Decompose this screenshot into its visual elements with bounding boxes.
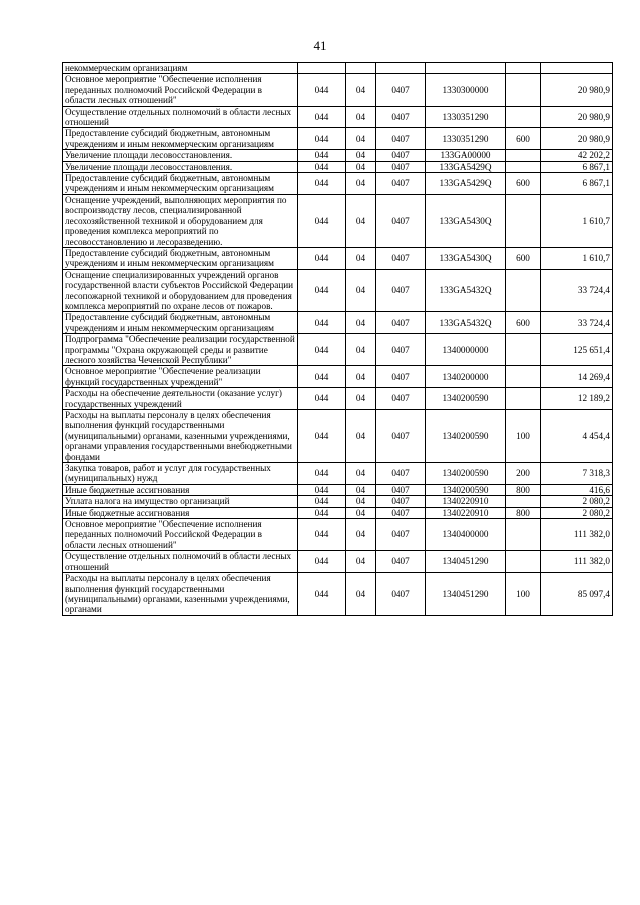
row-name-cell: Увеличение площади лесовосстановления. — [63, 150, 298, 161]
row-amount-cell: 111 382,0 — [541, 551, 613, 573]
row-admin-code-cell: 044 — [298, 173, 346, 195]
row-section-cell: 04 — [346, 194, 376, 247]
row-name-cell: Иные бюджетные ассигнования — [63, 484, 298, 495]
row-name-cell: Расходы на выплаты персоналу в целях обеспечения выполнения функций государственными (муниципальными) органами, казенными учреждениями, органами управления государственными внебюджетными фондами — [63, 410, 298, 463]
row-section-cell: 04 — [346, 484, 376, 495]
row-subsection-cell: 0407 — [376, 410, 426, 463]
table-row — [63, 161, 613, 172]
row-admin-code-cell: 044 — [298, 410, 346, 463]
row-amount-cell: 7 318,3 — [541, 463, 613, 485]
row-subsection-cell: 0407 — [376, 334, 426, 366]
row-admin-code-cell: 044 — [298, 269, 346, 312]
row-section-cell: 04 — [346, 388, 376, 410]
table-row — [63, 519, 613, 551]
row-subsection-cell: 0407 — [376, 551, 426, 573]
row-expense-type-cell — [506, 74, 541, 106]
row-expense-type-cell — [506, 161, 541, 172]
row-subsection-cell: 0407 — [376, 194, 426, 247]
row-amount-cell: 33 724,4 — [541, 312, 613, 334]
row-subsection-cell: 0407 — [376, 173, 426, 195]
row-subsection-cell: 0407 — [376, 161, 426, 172]
row-subsection-cell: 0407 — [376, 150, 426, 161]
row-amount-cell: 1 610,7 — [541, 247, 613, 269]
row-target-code-cell: 133GA5432Q — [426, 312, 506, 334]
row-expense-type-cell — [506, 269, 541, 312]
row-subsection-cell: 0407 — [376, 247, 426, 269]
row-amount-cell: 4 454,4 — [541, 410, 613, 463]
row-amount-cell: 12 189,2 — [541, 388, 613, 410]
row-expense-type-cell: 600 — [506, 312, 541, 334]
budget-table — [62, 62, 613, 616]
row-name-cell: Расходы на выплаты персоналу в целях обеспечения выполнения функций государственными (муниципальными) органами, казенными учреждениями, органами — [63, 573, 298, 616]
table-row — [63, 573, 613, 616]
row-name-cell: Осуществление отдельных полномочий в области лесных отношений — [63, 551, 298, 573]
row-subsection-cell: 0407 — [376, 388, 426, 410]
row-expense-type-cell: 800 — [506, 507, 541, 518]
table-row — [63, 194, 613, 247]
row-target-code-cell: 1340200590 — [426, 484, 506, 495]
row-section-cell: 04 — [346, 334, 376, 366]
row-target-code-cell: 1340220910 — [426, 507, 506, 518]
row-expense-type-cell — [506, 388, 541, 410]
row-name-cell: некоммерческим организациям — [63, 63, 298, 74]
row-expense-type-cell — [506, 366, 541, 388]
row-section-cell: 04 — [346, 128, 376, 150]
row-admin-code-cell: 044 — [298, 74, 346, 106]
row-admin-code-cell: 044 — [298, 247, 346, 269]
row-name-cell: Предоставление субсидий бюджетным, автономным учреждениям и иным некоммерческим организациям — [63, 247, 298, 269]
row-target-code-cell: 133GA5429Q — [426, 173, 506, 195]
row-section-cell: 04 — [346, 150, 376, 161]
row-name-cell: Основное мероприятие "Обеспечение исполнения переданных полномочий Российской Федерации в области лесных отношений" — [63, 74, 298, 106]
row-section-cell: 04 — [346, 269, 376, 312]
row-admin-code-cell: 044 — [298, 106, 346, 128]
table-row — [63, 496, 613, 507]
row-subsection-cell: 0407 — [376, 366, 426, 388]
row-name-cell: Подпрограмма "Обеспечение реализации государственной программы "Охрана окружающей среды и развитие лесного хозяйства Чеченской Республики" — [63, 334, 298, 366]
row-expense-type-cell — [506, 150, 541, 161]
row-section-cell: 04 — [346, 463, 376, 485]
row-target-code-cell: 1330351290 — [426, 106, 506, 128]
row-section-cell: 04 — [346, 161, 376, 172]
table-row — [63, 410, 613, 463]
row-amount-cell: 2 080,2 — [541, 496, 613, 507]
row-amount-cell: 125 651,4 — [541, 334, 613, 366]
table-row — [63, 388, 613, 410]
row-admin-code-cell: 044 — [298, 194, 346, 247]
table-row — [63, 63, 613, 74]
row-section-cell: 04 — [346, 573, 376, 616]
row-expense-type-cell: 100 — [506, 573, 541, 616]
row-name-cell: Уплата налога на имущество организаций — [63, 496, 298, 507]
row-subsection-cell: 0407 — [376, 507, 426, 518]
table-row — [63, 247, 613, 269]
row-subsection-cell: 0407 — [376, 128, 426, 150]
row-subsection-cell: 0407 — [376, 269, 426, 312]
row-name-cell: Осуществление отдельных полномочий в области лесных отношений — [63, 106, 298, 128]
row-amount-cell: 85 097,4 — [541, 573, 613, 616]
row-name-cell: Предоставление субсидий бюджетным, автономным учреждениям и иным некоммерческим организациям — [63, 173, 298, 195]
row-section-cell: 04 — [346, 551, 376, 573]
row-section-cell: 04 — [346, 312, 376, 334]
row-name-cell: Расходы на обеспечение деятельности (оказание услуг) государственных учреждений — [63, 388, 298, 410]
row-amount-cell: 20 980,9 — [541, 128, 613, 150]
row-section-cell: 04 — [346, 173, 376, 195]
row-section-cell: 04 — [346, 366, 376, 388]
row-admin-code-cell: 044 — [298, 484, 346, 495]
row-subsection-cell: 0407 — [376, 484, 426, 495]
row-admin-code-cell: 044 — [298, 463, 346, 485]
row-amount-cell: 6 867,1 — [541, 161, 613, 172]
row-target-code-cell: 133GA5430Q — [426, 247, 506, 269]
row-amount-cell: 14 269,4 — [541, 366, 613, 388]
row-subsection-cell: 0407 — [376, 573, 426, 616]
table-row — [63, 507, 613, 518]
row-name-cell: Основное мероприятие "Обеспечение исполнения переданных полномочий Российской Федерации в области лесных отношений" — [63, 519, 298, 551]
row-admin-code-cell: 044 — [298, 496, 346, 507]
row-section-cell: 04 — [346, 106, 376, 128]
row-amount-cell: 416,6 — [541, 484, 613, 495]
row-expense-type-cell: 600 — [506, 128, 541, 150]
row-subsection-cell: 0407 — [376, 106, 426, 128]
table-row — [63, 74, 613, 106]
row-amount-cell: 20 980,9 — [541, 74, 613, 106]
table-row — [63, 128, 613, 150]
row-expense-type-cell: 600 — [506, 247, 541, 269]
row-target-code-cell: 1330300000 — [426, 74, 506, 106]
row-target-code-cell: 1340451290 — [426, 551, 506, 573]
row-section-cell: 04 — [346, 410, 376, 463]
table-body — [63, 63, 613, 616]
table-row — [63, 106, 613, 128]
row-target-code-cell: 1340451290 — [426, 573, 506, 616]
table-row — [63, 366, 613, 388]
table-row — [63, 334, 613, 366]
row-name-cell: Закупка товаров, работ и услуг для государственных (муниципальных) нужд — [63, 463, 298, 485]
table-row — [63, 551, 613, 573]
table-row — [63, 484, 613, 495]
row-admin-code-cell: 044 — [298, 312, 346, 334]
row-admin-code-cell: 044 — [298, 573, 346, 616]
row-expense-type-cell — [506, 496, 541, 507]
row-target-code-cell: 1340200590 — [426, 410, 506, 463]
row-admin-code-cell: 044 — [298, 388, 346, 410]
row-amount-cell: 20 980,9 — [541, 106, 613, 128]
row-amount-cell — [541, 63, 613, 74]
row-amount-cell: 111 382,0 — [541, 519, 613, 551]
row-subsection-cell — [376, 63, 426, 74]
row-target-code-cell: 1340400000 — [426, 519, 506, 551]
row-amount-cell: 1 610,7 — [541, 194, 613, 247]
row-name-cell: Основное мероприятие "Обеспечение реализации функций государственных учреждений" — [63, 366, 298, 388]
row-section-cell: 04 — [346, 519, 376, 551]
row-name-cell: Оснащение учреждений, выполняющих мероприятия по воспроизводству лесов, специализированной лесохозяйственной техникой и оборудованием для проведения комплекса мероприятий по лесовосстановлению и лесоразведению. — [63, 194, 298, 247]
row-section-cell: 04 — [346, 74, 376, 106]
row-subsection-cell: 0407 — [376, 312, 426, 334]
row-target-code-cell: 133GA5432Q — [426, 269, 506, 312]
row-amount-cell: 6 867,1 — [541, 173, 613, 195]
row-admin-code-cell: 044 — [298, 334, 346, 366]
row-subsection-cell: 0407 — [376, 74, 426, 106]
row-target-code-cell: 1340220910 — [426, 496, 506, 507]
row-expense-type-cell — [506, 194, 541, 247]
row-subsection-cell: 0407 — [376, 519, 426, 551]
table-row — [63, 269, 613, 312]
row-expense-type-cell — [506, 63, 541, 74]
row-admin-code-cell: 044 — [298, 507, 346, 518]
row-admin-code-cell: 044 — [298, 161, 346, 172]
row-target-code-cell: 133GA00000 — [426, 150, 506, 161]
row-name-cell: Иные бюджетные ассигнования — [63, 507, 298, 518]
row-admin-code-cell: 044 — [298, 519, 346, 551]
table-row — [63, 173, 613, 195]
row-name-cell: Оснащение специализированных учреждений органов государственной власти субъектов Российской Федерации лесопожарной техникой и оборудованием для проведения комплекса мероприятий по охране лесов от пожаров. — [63, 269, 298, 312]
row-target-code-cell: 1340200590 — [426, 388, 506, 410]
row-target-code-cell: 1340200590 — [426, 463, 506, 485]
row-admin-code-cell: 044 — [298, 366, 346, 388]
table-row — [63, 150, 613, 161]
row-target-code-cell: 1340000000 — [426, 334, 506, 366]
row-target-code-cell: 133GA5430Q — [426, 194, 506, 247]
table-row — [63, 312, 613, 334]
row-section-cell: 04 — [346, 247, 376, 269]
row-amount-cell: 2 080,2 — [541, 507, 613, 518]
row-subsection-cell: 0407 — [376, 496, 426, 507]
row-section-cell — [346, 63, 376, 74]
row-section-cell: 04 — [346, 496, 376, 507]
row-subsection-cell: 0407 — [376, 463, 426, 485]
row-expense-type-cell: 800 — [506, 484, 541, 495]
row-expense-type-cell: 600 — [506, 173, 541, 195]
row-target-code-cell: 1330351290 — [426, 128, 506, 150]
row-target-code-cell: 1340200000 — [426, 366, 506, 388]
table-row — [63, 463, 613, 485]
row-name-cell: Предоставление субсидий бюджетным, автономным учреждениям и иным некоммерческим организациям — [63, 312, 298, 334]
row-expense-type-cell — [506, 106, 541, 128]
row-expense-type-cell: 200 — [506, 463, 541, 485]
row-expense-type-cell — [506, 519, 541, 551]
row-target-code-cell: 133GA5429Q — [426, 161, 506, 172]
row-target-code-cell — [426, 63, 506, 74]
row-amount-cell: 33 724,4 — [541, 269, 613, 312]
row-expense-type-cell — [506, 334, 541, 366]
row-name-cell: Увеличение площади лесовосстановления. — [63, 161, 298, 172]
row-expense-type-cell — [506, 551, 541, 573]
row-admin-code-cell: 044 — [298, 128, 346, 150]
row-section-cell: 04 — [346, 507, 376, 518]
page-number: 41 — [313, 38, 327, 53]
row-admin-code-cell — [298, 63, 346, 74]
row-name-cell: Предоставление субсидий бюджетным, автономным учреждениям и иным некоммерческим организациям — [63, 128, 298, 150]
row-admin-code-cell: 044 — [298, 150, 346, 161]
row-expense-type-cell: 100 — [506, 410, 541, 463]
row-admin-code-cell: 044 — [298, 551, 346, 573]
row-amount-cell: 42 202,2 — [541, 150, 613, 161]
